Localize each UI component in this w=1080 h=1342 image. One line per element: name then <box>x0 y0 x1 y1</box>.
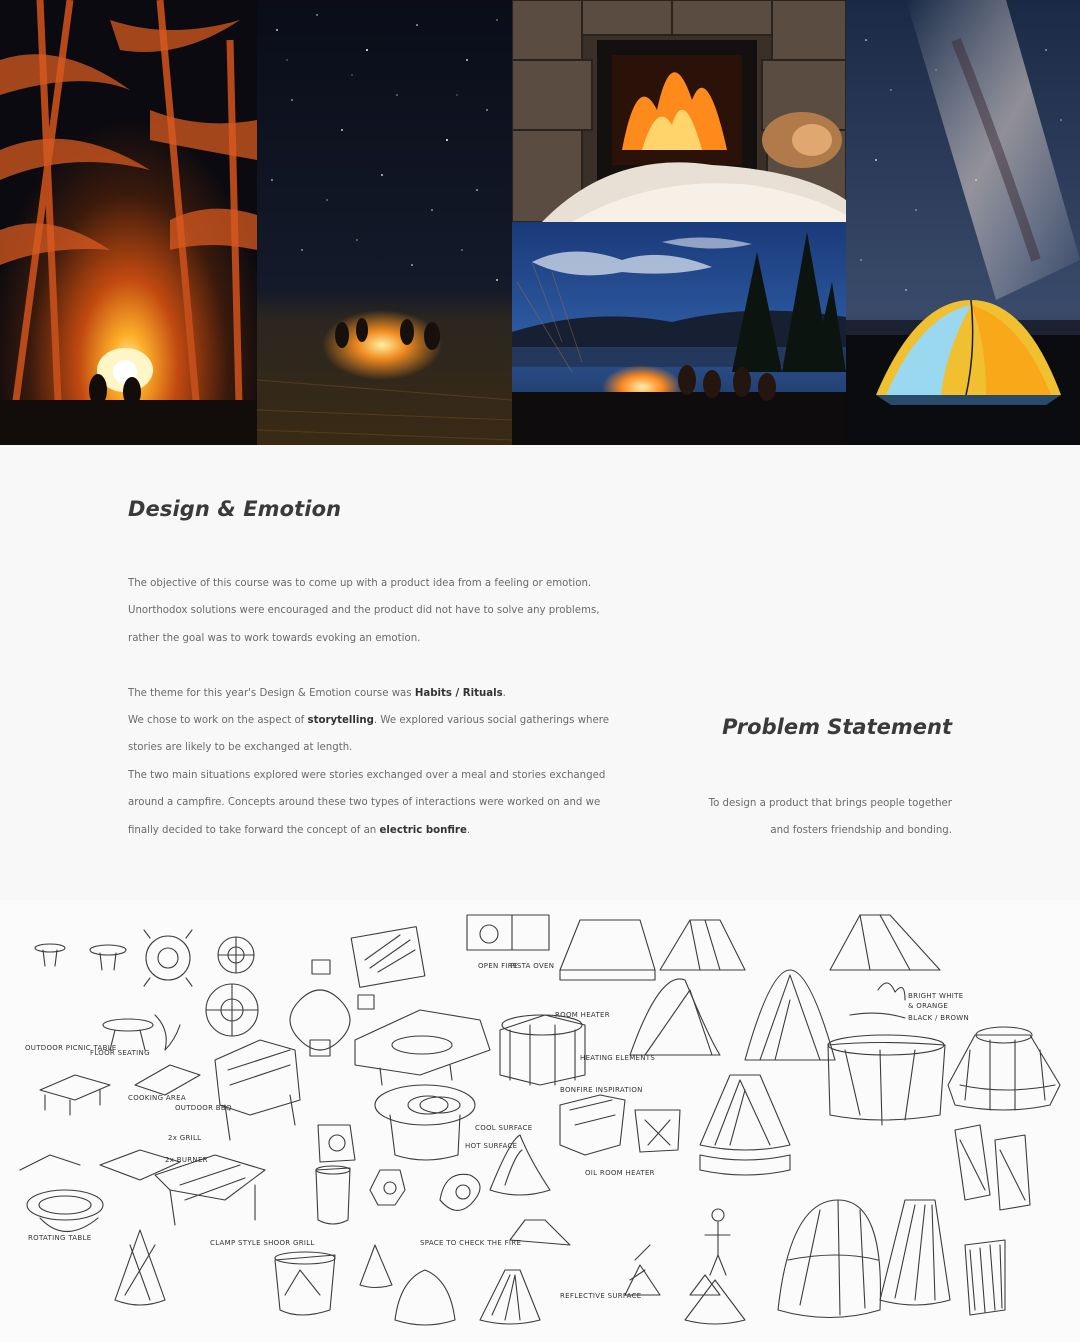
svg-text:CLAMP STYLE SHOOR GRILL: CLAMP STYLE SHOOR GRILL <box>210 1239 315 1247</box>
problem-line: and fosters friendship and bonding. <box>770 825 952 837</box>
svg-text:OUTDOOR BBQ: OUTDOOR BBQ <box>175 1104 232 1112</box>
paragraph-line: rather the goal was to work towards evoking an emotion. <box>128 632 421 644</box>
design-body <box>128 570 618 844</box>
electric-bonfire-line: finally decided to take forward the concept of an electric bonfire. <box>128 824 471 836</box>
starry-gathering-photo <box>257 0 512 445</box>
storytelling-line: We chose to work on the aspect of storytelling. We explored various social gatherings where <box>128 715 609 727</box>
svg-text:2x BURNER: 2x BURNER <box>165 1156 208 1164</box>
campfire-forest-photo <box>0 0 257 445</box>
svg-text:SPACE TO CHECK THE FIRE: SPACE TO CHECK THE FIRE <box>420 1239 522 1247</box>
svg-text:BONFIRE INSPIRATION: BONFIRE INSPIRATION <box>560 1086 643 1094</box>
paragraph-line: stories are likely to be exchanged at length. <box>128 742 353 754</box>
paragraph-line: The objective of this course was to come up with a product idea from a feeling or emotion. <box>128 578 592 589</box>
storytelling-highlight: storytelling <box>307 715 374 727</box>
svg-text:ROTATING TABLE: ROTATING TABLE <box>28 1234 92 1242</box>
electric-bonfire-highlight: electric bonfire <box>379 824 467 836</box>
problem-line: To design a product that brings people together <box>708 798 952 809</box>
svg-text:FLOOR SEATING: FLOOR SEATING <box>90 1049 150 1057</box>
sketch-tables <box>35 930 254 986</box>
svg-text:COOL SURFACE: COOL SURFACE <box>475 1124 533 1132</box>
svg-text:COOKING AREA: COOKING AREA <box>128 1094 186 1102</box>
svg-text:HEATING ELEMENTS: HEATING ELEMENTS <box>580 1054 656 1062</box>
theme-line: The theme for this year's Design & Emotion course was Habits / Rituals. <box>128 687 506 699</box>
design-emotion-heading: Design & Emotion <box>128 497 342 521</box>
sketch-grill-product <box>355 1010 490 1160</box>
svg-text:OIL ROOM HEATER: OIL ROOM HEATER <box>585 1169 655 1177</box>
paragraph-line: Unorthodox solutions were encouraged and the product did not have to solve any problems, <box>128 605 600 617</box>
svg-text:OUTDOOR PICNIC TABLE: OUTDOOR PICNIC TABLE <box>25 1044 117 1052</box>
svg-text:& ORANGE: & ORANGE <box>908 1002 949 1010</box>
svg-text:BRIGHT WHITE: BRIGHT WHITE <box>908 992 964 1000</box>
svg-text:ROOM HEATER: ROOM HEATER <box>555 1011 610 1019</box>
problem-statement-heading: Problem Statement <box>722 715 952 739</box>
svg-text:BLACK / BROWN: BLACK / BROWN <box>908 1014 970 1022</box>
paragraph-line: The two main situations explored were stories exchanged over a meal and stories exchanged <box>128 769 606 781</box>
tent-milky-way-photo <box>846 0 1080 445</box>
sketch-annotations <box>25 962 969 1300</box>
svg-text:REFLECTIVE SURFACE: REFLECTIVE SURFACE <box>560 1292 642 1300</box>
svg-text:PISTA OVEN: PISTA OVEN <box>510 962 555 970</box>
svg-text:2x GRILL: 2x GRILL <box>168 1134 202 1142</box>
theme-highlight: Habits / Rituals <box>414 687 503 699</box>
description-section <box>0 445 1080 900</box>
photo-mosaic <box>0 0 1080 445</box>
paragraph-line: around a campfire. Concepts around these two types of interactions were worked on and we <box>128 797 601 809</box>
svg-text:OPEN FIRE: OPEN FIRE <box>478 962 518 970</box>
problem-statement-body <box>622 790 952 845</box>
svg-text:HOT SURFACE: HOT SURFACE <box>465 1142 518 1150</box>
fireplace-photo <box>512 0 846 222</box>
lakeside-campfire-photo <box>512 222 846 445</box>
concept-sketches <box>0 900 1080 1342</box>
